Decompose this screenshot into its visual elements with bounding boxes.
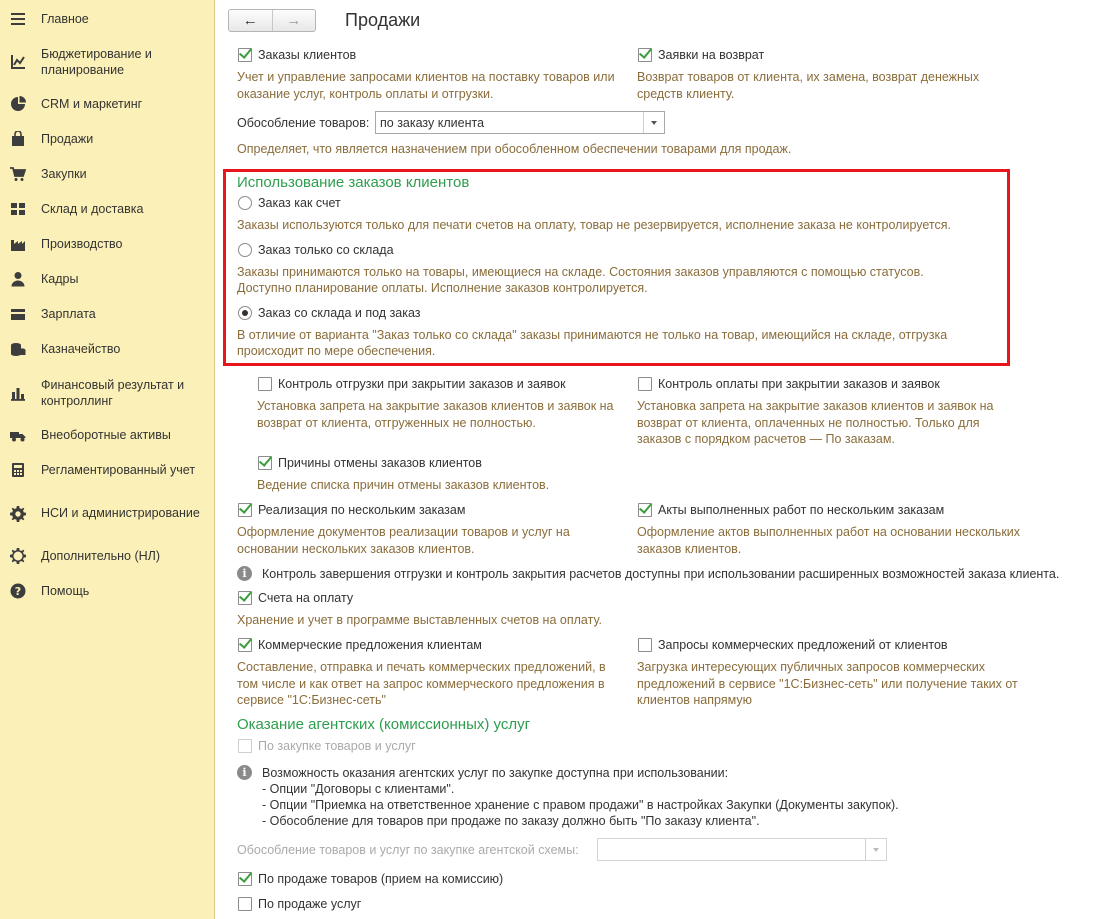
agency-purchase-checkbox[interactable] (238, 739, 252, 753)
sidebar-item-salary[interactable] (0, 305, 214, 323)
cancel-reasons-checkbox[interactable] (258, 456, 272, 470)
payment-control-label[interactable]: Контроль оплаты при закрытии заказов и заявок (658, 377, 940, 391)
sidebar-item-label: Регламентированный учет (41, 463, 196, 477)
sidebar-item-help[interactable] (0, 582, 214, 600)
agency-info-line-4: - Обособление для товаров при продаже по заказу должно быть "По заказу клиента". (262, 814, 760, 828)
sidebar-item-budgeting[interactable] (0, 45, 214, 79)
customer-orders-checkbox[interactable] (238, 48, 252, 62)
offer-requests-checkbox[interactable] (638, 638, 652, 652)
isolation-select[interactable] (375, 111, 665, 134)
invoices-label[interactable]: Счета на оплату (258, 591, 354, 605)
pie-chart-icon (9, 95, 27, 113)
info-extended-text: Контроль завершения отгрузки и контроль закрытия расчетов доступны при использовании расширенных возможностей заказа клиента. (262, 567, 1060, 581)
agency-services-sale-checkbox[interactable] (238, 897, 252, 911)
commercial-offers-checkbox[interactable] (238, 638, 252, 652)
isolation-desc: Определяет, что является назначением при обособленном обеспечении товарами для продаж. (237, 142, 792, 156)
agency-purchase-label[interactable]: По закупке товаров и услуг (258, 739, 416, 753)
radio-order-from-stock-desc-1: Заказы принимаются только на товары, имеющиеся на складе. Состояния заказов управляются с помощью статусов. (237, 265, 924, 279)
agency-isolation-select[interactable] (597, 838, 887, 861)
payment-control-desc: Установка запрета на закрытие заказов клиентов и заявок на возврат от клиента, оплаченных не полностью. Только для заказов с порядком расчетов — По заказам. (637, 399, 994, 446)
multi-sales-desc: Оформление документов реализации товаров и услуг на основании нескольких заказов клиентов. (237, 525, 570, 556)
return-requests-checkbox[interactable] (638, 48, 652, 62)
page-title: Продажи (345, 10, 421, 30)
sidebar-item-label: Казначейство (41, 342, 121, 356)
sidebar-item-label: Внеоборотные активы (41, 428, 171, 442)
sidebar-item-label: Производство (41, 237, 123, 251)
info-icon: i (237, 765, 252, 780)
offer-requests-desc: Загрузка интересующих публичных запросов коммерческих предложений в сервисе "1С:Бизнес-сеть" или получение таких от клиентов напрямую (637, 660, 1018, 707)
multi-acts-label[interactable]: Акты выполненных работ по нескольким заказам (658, 503, 945, 517)
sidebar-item-additional[interactable] (0, 547, 214, 565)
sidebar-item-label: Зарплата (41, 307, 96, 321)
return-requests-label[interactable]: Заявки на возврат (658, 48, 765, 62)
sidebar-item-label: Помощь (41, 584, 90, 598)
sidebar-item-financial-result[interactable] (0, 376, 214, 410)
commercial-offers-desc: Составление, отправка и печать коммерческих предложений, в том числе и как ответ на запрос коммерческого предложения в сервисе "1С:Бизнес-сеть" (237, 660, 606, 707)
truck-icon (9, 426, 27, 444)
calculator-icon (9, 461, 27, 479)
sidebar-item-label: Дополнительно (НЛ) (41, 549, 160, 563)
agency-info-line-3: - Опции "Приемка на ответственное хранение с правом продажи" в настройках Закупки (Документы закупок). (262, 798, 899, 812)
radio-order-stock-and-order-desc-1: В отличие от варианта "Заказ только со склада" заказы принимаются не только на товар, имеющийся на складе, отгрузка (237, 328, 948, 342)
agency-isolation-label: Обособление товаров и услуг по закупке агентской схемы: (237, 843, 579, 857)
sidebar-item-purchases[interactable] (0, 165, 214, 183)
radio-order-stock-and-order-label[interactable]: Заказ со склада и под заказ (258, 306, 421, 320)
agency-info-line-1: Возможность оказания агентских услуг по закупке доступна при использовании: (262, 766, 729, 780)
bag-icon (9, 130, 27, 148)
coins-icon (9, 340, 27, 358)
radio-order-from-stock[interactable] (238, 243, 252, 257)
cart-icon (9, 165, 27, 183)
multi-sales-checkbox[interactable] (238, 503, 252, 517)
radio-order-stock-and-order-desc-2: происходит по мере обеспечения. (237, 344, 436, 358)
chevron-down-icon[interactable] (643, 112, 664, 133)
gear-outline-icon (9, 547, 27, 565)
invoices-checkbox[interactable] (238, 591, 252, 605)
return-requests-desc: Возврат товаров от клиента, их замена, возврат денежных средств клиенту. (637, 70, 980, 101)
sidebar (0, 0, 215, 919)
radio-order-as-invoice[interactable] (238, 196, 252, 210)
gear-icon (9, 505, 27, 523)
bar-chart-icon (9, 384, 27, 402)
sidebar-item-nsi-admin[interactable] (0, 496, 214, 530)
svg-text:?: ? (14, 585, 22, 598)
shipment-control-desc: Установка запрета на закрытие заказов клиентов и заявок на возврат от клиента, отгруженных не полностью. (257, 399, 614, 430)
sidebar-item-production[interactable] (0, 235, 214, 253)
person-icon (9, 270, 27, 288)
sidebar-item-crm[interactable] (0, 95, 214, 113)
usage-section-title: Использование заказов клиентов (237, 174, 470, 191)
shipment-control-checkbox[interactable] (258, 377, 272, 391)
payment-control-checkbox[interactable] (638, 377, 652, 391)
budget-chart-icon (9, 53, 27, 71)
history-nav (228, 9, 316, 32)
menu-icon (9, 10, 27, 28)
sidebar-item-sales[interactable] (0, 130, 214, 148)
sidebar-item-fixed-assets[interactable] (0, 426, 214, 444)
info-icon: i (237, 566, 252, 581)
sidebar-item-main[interactable] (0, 10, 214, 28)
commercial-offers-label[interactable]: Коммерческие предложения клиентам (258, 638, 482, 652)
multi-sales-label[interactable]: Реализация по нескольким заказам (258, 503, 466, 517)
sidebar-item-treasury[interactable] (0, 340, 214, 358)
customer-orders-desc: Учет и управление запросами клиентов на поставку товаров или оказание услуг, контроль оплаты и отгрузки. (237, 70, 615, 101)
sidebar-item-label: Закупки (41, 167, 87, 181)
agency-info-line-2: - Опции "Договоры с клиентами". (262, 782, 455, 796)
radio-order-as-invoice-desc: Заказы используются только для печати счетов на оплату, товар не резервируется, исполнение заказа не контролируется. (237, 218, 951, 232)
shipment-control-label[interactable]: Контроль отгрузки при закрытии заказов и заявок (278, 377, 566, 391)
radio-order-as-invoice-label[interactable]: Заказ как счет (258, 196, 341, 210)
sidebar-item-label: CRM и маркетинг (41, 97, 143, 111)
agency-services-sale-label[interactable]: По продаже услуг (258, 897, 362, 911)
multi-acts-desc: Оформление актов выполненных работ на основании нескольких заказов клиентов. (637, 525, 1021, 556)
radio-order-stock-and-order[interactable] (238, 306, 252, 320)
customer-orders-label[interactable]: Заказы клиентов (258, 48, 357, 62)
sidebar-item-label: Кадры (41, 272, 79, 286)
back-button[interactable]: ← (242, 12, 258, 29)
wallet-icon (9, 305, 27, 323)
sidebar-item-warehouse[interactable] (0, 200, 214, 218)
factory-icon (9, 235, 27, 253)
help-icon (9, 582, 27, 600)
sidebar-item-label: НСИ и администрирование (41, 506, 200, 520)
cancel-reasons-label[interactable]: Причины отмены заказов клиентов (278, 456, 482, 470)
invoices-desc: Хранение и учет в программе выставленных счетов на оплату. (237, 613, 602, 627)
main-content (215, 0, 1103, 919)
radio-order-from-stock-desc-2: Доступно планирование оплаты. Исполнение заказов контролируется. (237, 281, 648, 295)
offer-requests-label[interactable]: Запросы коммерческих предложений от клиентов (658, 638, 948, 652)
forward-button[interactable]: → (272, 10, 316, 31)
sidebar-item-hr[interactable] (0, 270, 214, 288)
sidebar-item-label: Продажи (41, 132, 94, 146)
agency-section-title: Оказание агентских (комиссионных) услуг (237, 716, 531, 733)
radio-order-from-stock-label[interactable]: Заказ только со склада (258, 243, 394, 257)
isolation-label: Обособление товаров: (237, 116, 370, 130)
isolation-select-value: по заказу клиента (380, 116, 485, 130)
chevron-down-icon[interactable] (865, 839, 886, 860)
agency-goods-sale-checkbox[interactable] (238, 872, 252, 886)
sidebar-item-label: Главное (41, 12, 89, 26)
warehouse-grid-icon (9, 200, 27, 218)
multi-acts-checkbox[interactable] (638, 503, 652, 517)
sidebar-item-label: Склад и доставка (41, 202, 144, 216)
agency-goods-sale-label[interactable]: По продаже товаров (прием на комиссию) (258, 872, 504, 886)
cancel-reasons-desc: Ведение списка причин отмены заказов клиентов. (257, 478, 550, 492)
sidebar-item-label: Бюджетирование и планирование (41, 47, 152, 77)
sidebar-item-regulated-accounting[interactable] (0, 461, 214, 479)
sidebar-item-label: Финансовый результат и контроллинг (41, 378, 185, 408)
